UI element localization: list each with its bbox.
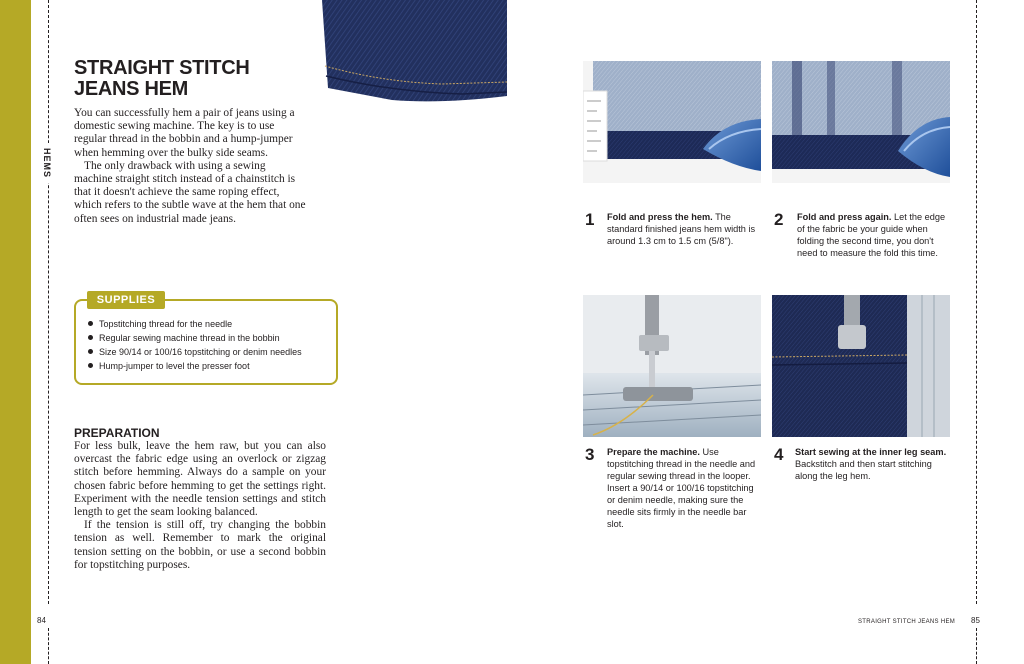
title-line-2: JEANS HEM <box>74 78 188 100</box>
supplies-item <box>88 331 302 345</box>
step-4-text <box>795 446 951 482</box>
step-2-text <box>797 211 951 259</box>
step-2-body: Let the edge of the fabric be your guide when folding the second time, you don't need to measure the fold this time. <box>797 212 946 258</box>
supplies-title: SUPPLIES <box>96 294 156 306</box>
step-3-text <box>607 446 759 530</box>
supplies-item-text: Regular sewing machine thread in the bobbin <box>99 333 280 343</box>
step-4-heading: Start sewing at the inner leg seam. <box>795 447 947 457</box>
step-1-photo <box>583 61 761 183</box>
step-3-heading: Prepare the machine. <box>607 447 700 457</box>
supplies-item <box>88 317 302 331</box>
jeans-hem-photo <box>322 0 507 104</box>
step-1-number: 1 <box>585 210 595 229</box>
preparation-paragraph-1: For less bulk, leave the hem raw, but you can also overcast the fabric edge using an overlock or zigzag stitch before hemming. Always do a sample on your chosen fabric before hemming to get the settings right. Experiment with the needle tension settings and stitch length to get the seam looking balanced. <box>74 440 326 519</box>
step-1-body: The standard finished jeans hem width is around 1.3 cm to 1.5 cm (5/8"). <box>607 212 756 246</box>
page-title <box>74 58 294 100</box>
right-dashed-rule <box>976 0 977 604</box>
step-3-photo <box>583 295 761 437</box>
step-2-photo <box>772 61 950 183</box>
intro-paragraph-2: The only drawback with using a sewing machine straight stitch instead of a chainstitch is that it doesn't achieve the same roping effect, which refers to the subtle wave at the hem that one often sees on industrial made jeans. <box>74 159 306 225</box>
supplies-item <box>88 359 302 373</box>
supplies-item-text: Hump-jumper to level the presser foot <box>99 361 250 371</box>
step-3-number: 3 <box>585 445 595 464</box>
section-label: HEMS <box>42 148 52 179</box>
step-3-body: Use topstitching thread in the needle and regular sewing thread in the looper. Insert a 90/14 or 100/16 topstitching or denim needle, making sure the needle sits firmly in the needle bar slot. <box>607 447 756 529</box>
left-dashed-rule-bottom <box>48 628 49 664</box>
bullet-icon <box>88 321 93 326</box>
intro-paragraph-1: You can successfully hem a pair of jeans using a domestic sewing machine. The key is to use regular thread in the bobbin and a hump-jumper when hemming over the bulky side seams. <box>74 107 295 159</box>
page-number-right: 85 <box>971 616 980 625</box>
preparation-heading: PREPARATION <box>74 426 160 440</box>
step-2-heading: Fold and press again. <box>797 212 892 222</box>
supplies-list <box>88 317 302 373</box>
step-4-body: Backstitch and then start stitching along the leg hem. <box>795 459 932 481</box>
step-4-photo <box>772 295 950 437</box>
step-2-number: 2 <box>774 210 784 229</box>
supplies-item-text: Topstitching thread for the needle <box>99 319 233 329</box>
bullet-icon <box>88 335 93 340</box>
step-1-text <box>607 211 759 247</box>
step-1-heading: Fold and press the hem. <box>607 212 713 222</box>
title-line-1: STRAIGHT STITCH <box>74 57 250 79</box>
left-dashed-rule <box>48 0 49 604</box>
right-dashed-rule-bottom <box>976 628 977 664</box>
step-4-number: 4 <box>774 445 784 464</box>
section-color-bar <box>0 0 31 664</box>
running-footer: STRAIGHT STITCH JEANS HEM <box>858 619 956 625</box>
bullet-icon <box>88 363 93 368</box>
supplies-item-text: Size 90/14 or 100/16 topstitching or denim needles <box>99 347 302 357</box>
preparation-paragraph-2: If the tension is still off, try changing the bobbin tension as well. Remember to mark the original tension setting on the bobbin, or use a second bobbin for topstitching purposes. <box>74 519 326 571</box>
preparation-text <box>74 440 326 572</box>
bullet-icon <box>88 349 93 354</box>
intro-text <box>74 107 306 226</box>
page-number-left: 84 <box>37 616 46 625</box>
supplies-item <box>88 345 302 359</box>
